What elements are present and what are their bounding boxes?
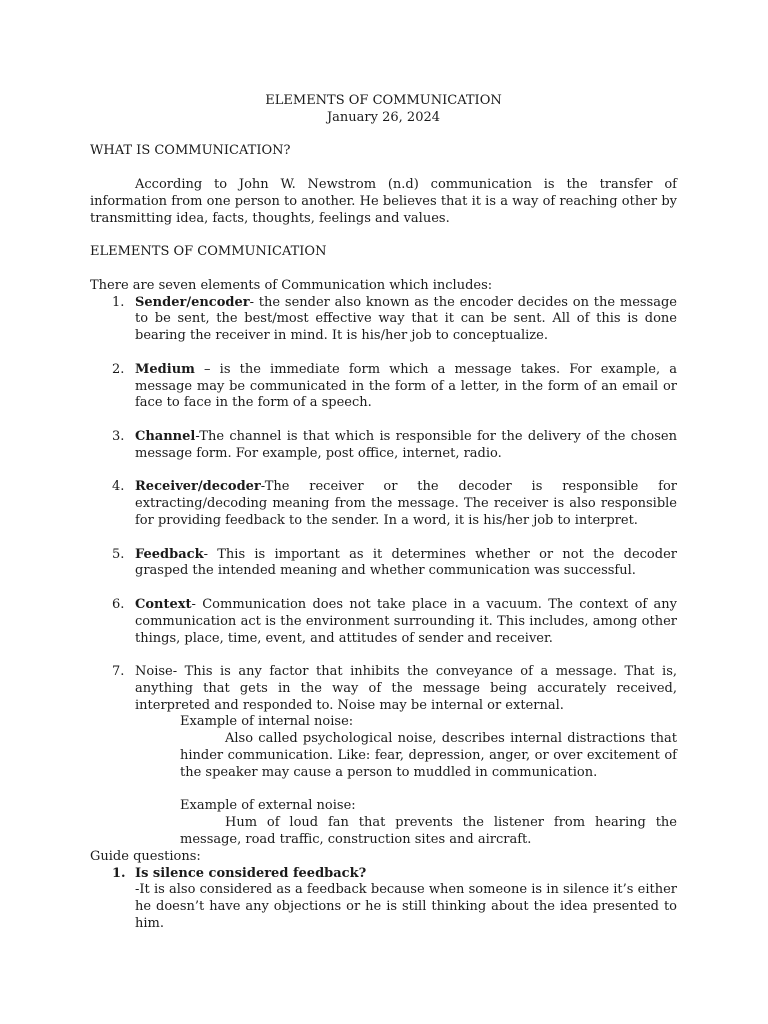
- external-noise-label: Example of external noise:: [180, 798, 356, 814]
- element-term: Channel: [135, 428, 196, 444]
- question-number: 1.: [112, 865, 126, 881]
- document-title: ELEMENTS OF COMMUNICATION: [265, 93, 502, 108]
- internal-noise-label: Example of internal noise:: [180, 714, 354, 730]
- list-number: 4.: [112, 479, 125, 495]
- element-description: -The channel is that which is responsible for the delivery of the chosen message form. For example, post office, internet, radio.: [135, 428, 677, 461]
- element-term: Sender/encoder: [135, 294, 250, 310]
- definition-paragraph: According to John W. Newstrom (n.d) communication is the transfer of information from one person to another. He believes that it is a way of reaching other by transmitting idea, facts, thoughts, feelings and values.: [90, 176, 677, 226]
- element-description: Noise- This is any factor that inhibits the conveyance of a message. That is, anything that gets in the way of the message being accurately received, interpreted and responded to. Noise may be internal or external.: [135, 664, 677, 713]
- elements-intro: There are seven elements of Communication which includes:: [90, 277, 493, 293]
- element-description: - This is important as it determines whether or not the decoder grasped the intended meaning and whether communication was successful.: [135, 546, 677, 579]
- guide-questions-heading: Guide questions:: [90, 848, 201, 864]
- answer-text: -It is also considered as a feedback because when someone is in silence it’s either he doesn’t have any objections or he is still thinking about the idea presented to him.: [135, 882, 677, 932]
- list-number: 5.: [112, 546, 125, 562]
- section-heading-elements: ELEMENTS OF COMMUNICATION: [90, 244, 327, 260]
- list-item: [90, 866, 677, 933]
- list-item: [90, 362, 677, 412]
- document-date: January 26, 2024: [326, 109, 441, 125]
- list-item: [90, 664, 677, 849]
- list-number: 3.: [112, 428, 125, 444]
- element-term: Receiver/decoder: [135, 479, 261, 495]
- list-number: 6.: [112, 596, 125, 612]
- internal-noise-text: Also called psychological noise, describes internal distractions that hinder communication. Like: fear, depression, anger, or over excitement of the speaker may cause a person to muddled in communication.: [180, 731, 677, 780]
- element-term: Context: [135, 596, 192, 612]
- list-item: [90, 547, 677, 581]
- list-item: [90, 597, 677, 647]
- list-number: 7.: [112, 664, 125, 680]
- list-item: [90, 429, 677, 463]
- element-description: -The receiver or the decoder is responsible for extracting/decoding meaning from the message. The receiver is also responsible for providing feedback to the sender. In a word, it is his/her job to interpret.: [135, 479, 677, 528]
- list-item: [90, 479, 677, 529]
- list-item: [90, 295, 677, 345]
- elements-list: [90, 295, 677, 849]
- document-page: [90, 93, 677, 933]
- section-heading-what-is-communication: WHAT IS COMMUNICATION?: [90, 143, 291, 159]
- list-number: 1.: [112, 294, 125, 310]
- list-number: 2.: [112, 361, 125, 377]
- external-noise-text: Hum of loud fan that prevents the listener from hearing the message, road traffic, construction sites and aircraft.: [180, 815, 677, 848]
- element-description: – is the immediate form which a message takes. For example, a message may be communicated in the form of a letter, in the form of an email or face to face in the form of a speech.: [135, 361, 677, 411]
- guide-questions-list: [90, 866, 677, 933]
- element-description: - the sender also known as the encoder decides on the message to be sent, the best/most effective way that it can be sent. All of this is done bearing the receiver in mind. It is his/her job to conceptualize.: [135, 294, 677, 344]
- element-description: - Communication does not take place in a vacuum. The context of any communication act is the environment surrounding it. This includes, among other things, place, time, event, and attitudes of sender and receiver.: [135, 596, 677, 646]
- element-term: Medium: [135, 361, 195, 377]
- question-text: Is silence considered feedback?: [135, 865, 367, 881]
- element-term: Feedback: [135, 546, 204, 562]
